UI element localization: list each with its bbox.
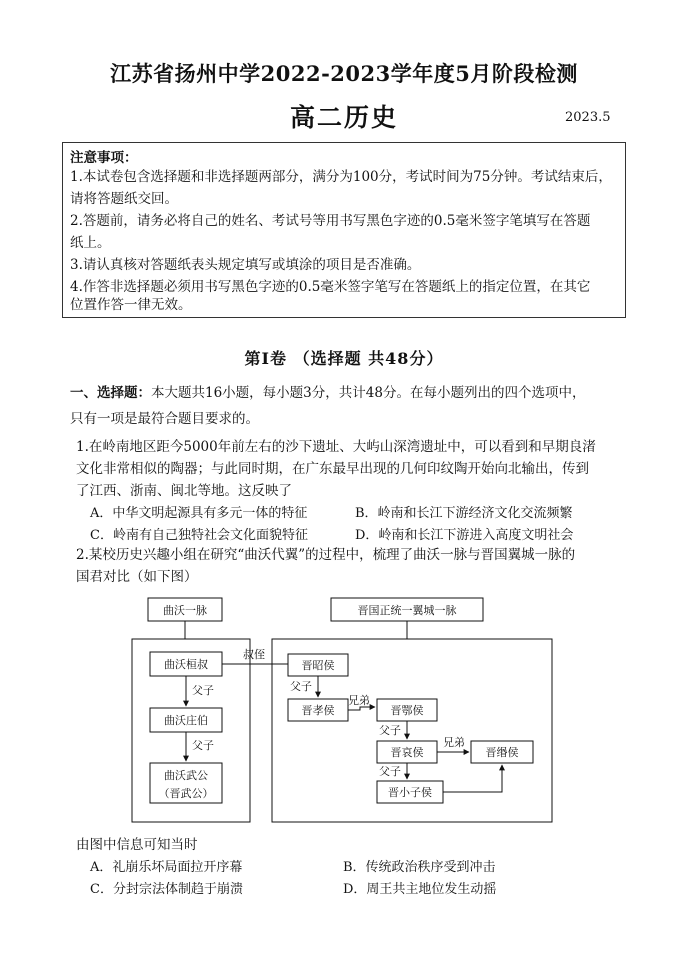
label-wugong: 曲沃武公 (164, 769, 208, 782)
q1-option-d[interactable]: D．岭南和长江下游进入高度文明社会 (355, 528, 574, 543)
section-instructions-line2: 只有一项是最符合题目要求的。 (70, 411, 259, 427)
label-zhuangbo: 曲沃庄伯 (164, 714, 208, 727)
subject-title: 高二历史 (289, 103, 398, 132)
label-minhou: 晋缗侯 (485, 746, 519, 759)
label-huanshu: 曲沃桓叔 (164, 658, 208, 671)
q2-option-b[interactable]: B．传统政治秩序受到冲击 (343, 860, 496, 875)
notice-line: 2.答题前，请务必将自己的姓名、考试号等用书写黑色字迹的0.5毫米签字笔填写在答题 (70, 213, 591, 229)
q2-option-a[interactable]: A．礼崩乐坏局面拉开序幕 (90, 860, 243, 875)
relation-father-son: 父子 (192, 684, 214, 697)
left-header-label: 曲沃一脉 (163, 604, 207, 617)
q1-stem-line: 1.在岭南地区距今5000年前左右的沙下遗址、大屿山深湾遗址中，可以看到和早期良渚 (76, 439, 596, 455)
exam-date: 2023.5 (565, 110, 611, 125)
q1-option-c[interactable]: C．岭南有自己独特社会文化面貌特征 (90, 528, 308, 543)
q2-option-d[interactable]: D．周王共主地位发生动摇 (343, 882, 497, 897)
notice-line: 请将答题纸交回。 (70, 191, 178, 207)
relation-father-son: 父子 (290, 680, 312, 693)
q2-stem-line: 国君对比（如下图） (76, 569, 198, 585)
arrow-xiaozi-min (443, 765, 502, 792)
notice-heading: 注意事项： (70, 150, 138, 166)
section-title: 第Ⅰ卷 （选择题 共48分） (244, 349, 444, 368)
notice-line: 纸上。 (70, 235, 111, 251)
q1-option-a[interactable]: A．中华文明起源具有多元一体的特征 (90, 506, 308, 521)
relation-father-son: 父子 (192, 739, 214, 752)
notice-line: 1.本试卷包含选择题和非选择题两部分，满分为100分，考试时间为75分钟。考试结束后， (70, 169, 612, 185)
relation-uncle-nephew: 叔侄 (243, 648, 265, 661)
q1-stem-line: 文化非常相似的陶器；与此同时期，在广东最早出现的几何印纹陶开始向北输出，传到 (76, 461, 589, 477)
label-ehou: 晋鄂侯 (390, 704, 424, 717)
notice-line: 3.请认真核对答题纸表头规定填写或填涂的项目是否准确。 (70, 257, 421, 273)
q1-stem-line: 了江西、浙南、闽北等地。这反映了 (76, 483, 292, 499)
label-zhaohou: 晋昭侯 (301, 659, 335, 672)
notice-line: 位置作答一律无效。 (70, 297, 192, 313)
q1-option-b[interactable]: B．岭南和长江下游经济文化交流频繁 (355, 506, 573, 521)
q2-stem: 由图中信息可知当时 (76, 837, 198, 853)
instructions-text: 本大题共16小题，每小题3分，共计48分。在每小题列出的四个选项中， (151, 385, 586, 401)
exam-title: 江苏省扬州中学2022-2023学年度5月阶段检测 (110, 61, 578, 86)
right-header-label: 晋国正统一翼城一脉 (357, 604, 457, 617)
instructions-label: 一、选择题： (70, 385, 151, 401)
notice-line: 4.作答非选择题必须用书写黑色字迹的0.5毫米签字笔写在答题纸上的指定位置，在其它 (70, 279, 591, 295)
arrow-xiao-e (348, 707, 375, 710)
relation-father-son: 父子 (379, 765, 401, 778)
q2-stem-line: 2.某校历史兴趣小组在研究“曲沃代翼”的过程中，梳理了曲沃一脉与晋国翼城一脉的 (76, 547, 576, 563)
relation-brothers: 兄弟 (348, 694, 370, 707)
relation-brothers: 兄弟 (443, 736, 465, 749)
q2-option-c[interactable]: C．分封宗法体制趋于崩溃 (90, 882, 243, 897)
label-xiaozihou: 晋小子侯 (388, 786, 432, 799)
relation-father-son: 父子 (379, 724, 401, 737)
label-aihou: 晋哀侯 (390, 746, 424, 759)
label-jinwugong: （晋武公） (158, 787, 214, 800)
label-xiaohou: 晋孝侯 (301, 704, 335, 717)
